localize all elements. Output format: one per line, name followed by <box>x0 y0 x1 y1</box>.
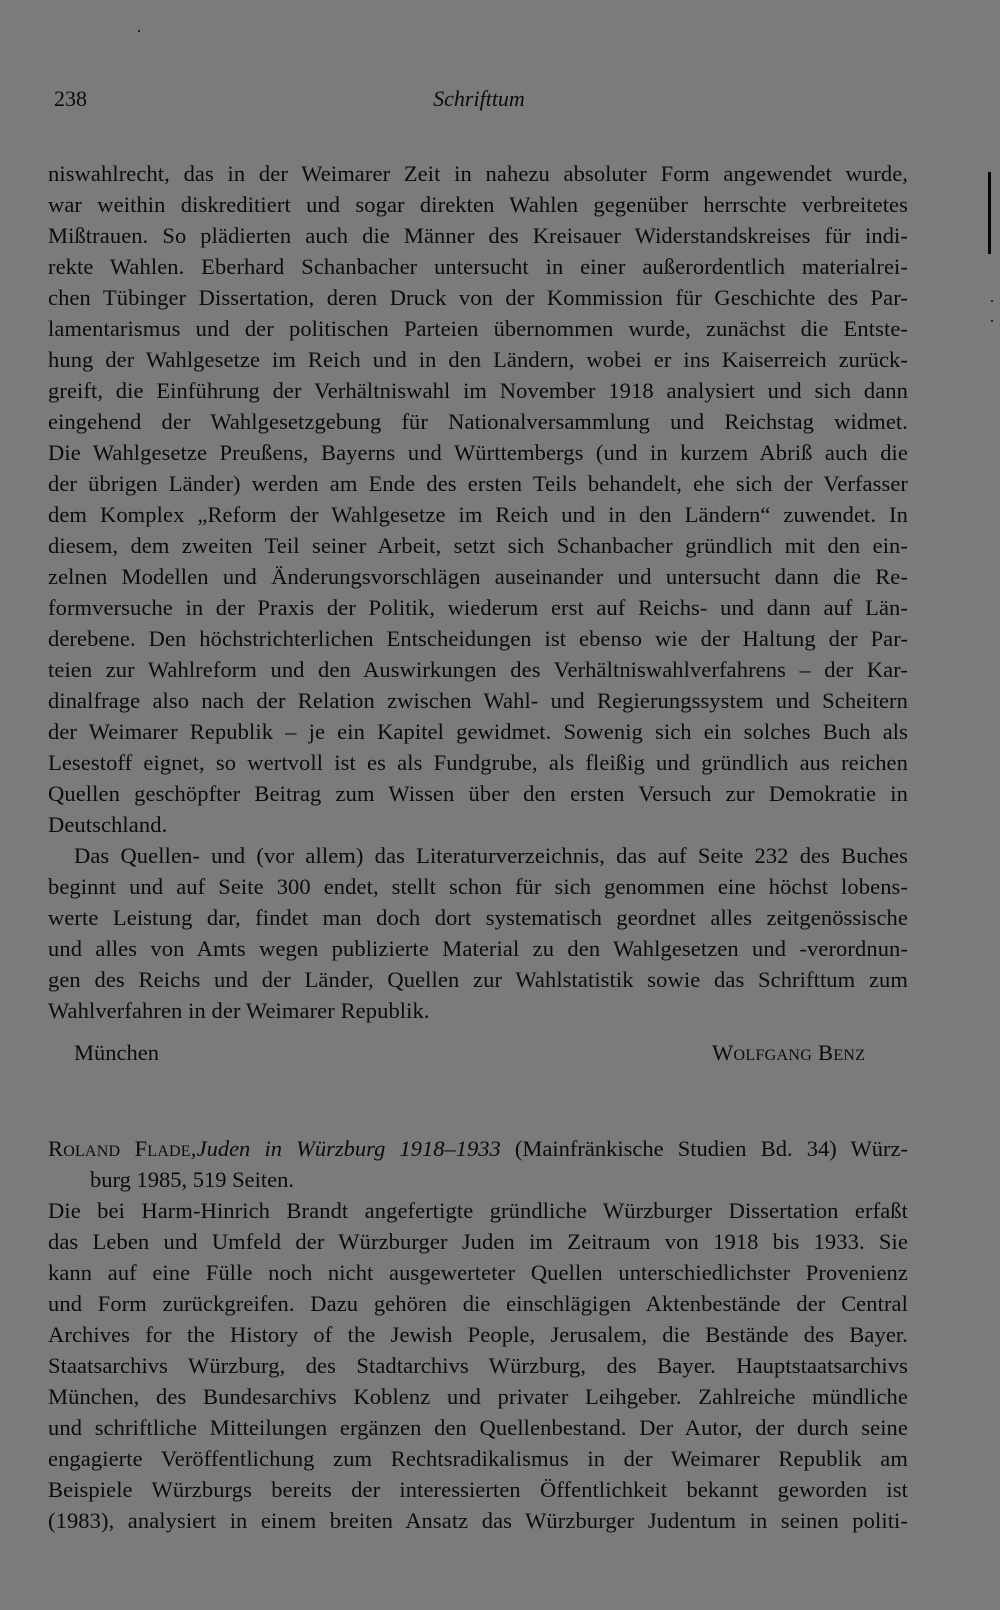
review-heading <box>48 1133 908 1164</box>
scan-speck <box>991 320 993 322</box>
text-line: dem Komplex „Reform der Wahlgesetze im Reich und in den Ländern“ zuwendet. In <box>48 502 908 527</box>
running-title: Schrifttum <box>433 86 525 111</box>
text-line: und alles von Amts wegen publizierte Material zu den Wahlgesetzen und -verordnun- <box>48 936 908 961</box>
margin-scan-mark <box>988 172 991 254</box>
text-line: engagierte Veröffentlichung zum Rechtsradikalismus in der Weimarer Republik am <box>48 1446 908 1471</box>
signature-author: Wolfgang Benz <box>712 1040 866 1065</box>
text-line: Mißtrauen. So plädierten auch die Männer des Kreisauer Widerstandskreises für indi- <box>48 223 908 248</box>
text-line: dinalfrage also nach der Relation zwischen Wahl- und Regierungssystem und Scheitern <box>48 688 908 713</box>
text-line: formversuche in der Praxis der Politik, wiederum erst auf Reichs- und dann auf Län- <box>48 595 908 620</box>
text-line: Deutschland. <box>48 812 168 837</box>
text-line: zelnen Modellen und Änderungsvorschlägen auseinander und untersucht dann die Re- <box>48 564 908 589</box>
text-line: Beispiele Würzburgs bereits der interessierten Öffentlichkeit bekannt geworden ist <box>48 1477 908 1502</box>
text-line: kann auf eine Fülle noch nicht ausgewerteter Quellen unterschiedlichster Provenienz <box>48 1260 908 1285</box>
scan-speck <box>991 300 993 302</box>
signature-place: München <box>74 1040 159 1065</box>
text-line: und Form zurückgreifen. Dazu gehören die einschlägigen Aktenbestände der Central <box>48 1291 908 1316</box>
text-line: München, des Bundesarchivs Koblenz und privater Leihgeber. Zahlreiche mündliche <box>48 1384 908 1409</box>
page-number: 238 <box>54 86 87 111</box>
text-line: war weithin diskreditiert und sogar direkten Wahlen gegenüber herrschte verbreitetes <box>48 192 908 217</box>
text-line: Das Quellen- und (vor allem) das Literaturverzeichnis, das auf Seite 232 des Buches <box>74 843 908 868</box>
text-line: Quellen geschöpfter Beitrag zum Wissen über den ersten Versuch zur Demokratie in <box>48 781 908 806</box>
text-line: und schriftliche Mitteilungen ergänzen den Quellenbestand. Der Autor, der durch seine <box>48 1415 908 1440</box>
text-line: der Weimarer Republik – je ein Kapitel gewidmet. Sowenig sich ein solches Buch als <box>48 719 908 744</box>
text-line: niswahlrecht, das in der Weimarer Zeit in nahezu absoluter Form angewendet wurde, <box>48 161 908 186</box>
text-line: hung der Wahlgesetze im Reich und in den Ländern, wobei er ins Kaiserreich zurück- <box>48 347 908 372</box>
reviewed-author: Roland Flade, <box>48 1136 197 1161</box>
text-line: beginnt und auf Seite 300 endet, stellt schon für sich genommen eine höchst lobens- <box>48 874 908 899</box>
reviewed-book-title: Juden in Würzburg 1918–1933 <box>196 1136 501 1161</box>
page-header <box>54 86 904 120</box>
publication-details: (Mainfränkische Studien Bd. 34) Würz- <box>500 1136 908 1161</box>
scan-speck <box>138 30 140 32</box>
text-line: eingehend der Wahlgesetzgebung für Nationalversammlung und Reichstag widmet. <box>48 409 908 434</box>
text-line: werte Leistung dar, findet man doch dort systematisch geordnet alles zeitgenössische <box>48 905 908 930</box>
text-line: Wahlverfahren in der Weimarer Republik. <box>48 998 430 1023</box>
text-line: lamentarismus und der politischen Parteien übernommen wurde, zunächst die Entste- <box>48 316 908 341</box>
text-line: rekte Wahlen. Eberhard Schanbacher untersucht in einer außerordentlich materialrei- <box>48 254 908 279</box>
text-line: chen Tübinger Dissertation, deren Druck von der Kommission für Geschichte des Par- <box>48 285 908 310</box>
text-line: teien zur Wahlreform und den Auswirkungen des Verhältniswahlverfahrens – der Kar- <box>48 657 908 682</box>
text-line: gen des Reichs und der Länder, Quellen zur Wahlstatistik sowie das Schrifttum zum <box>48 967 908 992</box>
text-line: (1983), analysiert in einem breiten Ansatz das Würzburger Judentum in seinen politi- <box>48 1508 908 1533</box>
text-line: greift, die Einführung der Verhältniswahl im November 1918 analysiert und sich dann <box>48 378 908 403</box>
text-line: Die Wahlgesetze Preußens, Bayerns und Württembergs (und in kurzem Abriß auch die <box>48 440 908 465</box>
text-line: der übrigen Länder) werden am Ende des ersten Teils behandelt, ehe sich der Verfasser <box>48 471 908 496</box>
text-line: derebene. Den höchstrichterlichen Entscheidungen ist ebenso wie der Haltung der Par- <box>48 626 908 651</box>
text-line: Staatsarchivs Würzburg, des Stadtarchivs Würzburg, des Bayer. Hauptstaatsarchivs <box>48 1353 908 1378</box>
text-line: Lesestoff eignet, so wertvoll ist es als Fundgrube, als fleißig und gründlich aus reichen <box>48 750 908 775</box>
text-line: das Leben und Umfeld der Würzburger Juden im Zeitraum von 1918 bis 1933. Sie <box>48 1229 908 1254</box>
publication-details-continued: burg 1985, 519 Seiten. <box>90 1167 294 1192</box>
text-line: Archives for the History of the Jewish People, Jerusalem, die Bestände des Bayer. <box>48 1322 908 1347</box>
text-line: Die bei Harm-Hinrich Brandt angefertigte gründliche Würzburger Dissertation erfaßt <box>48 1198 908 1223</box>
text-line: diesem, dem zweiten Teil seiner Arbeit, setzt sich Schanbacher gründlich mit den ein- <box>48 533 908 558</box>
